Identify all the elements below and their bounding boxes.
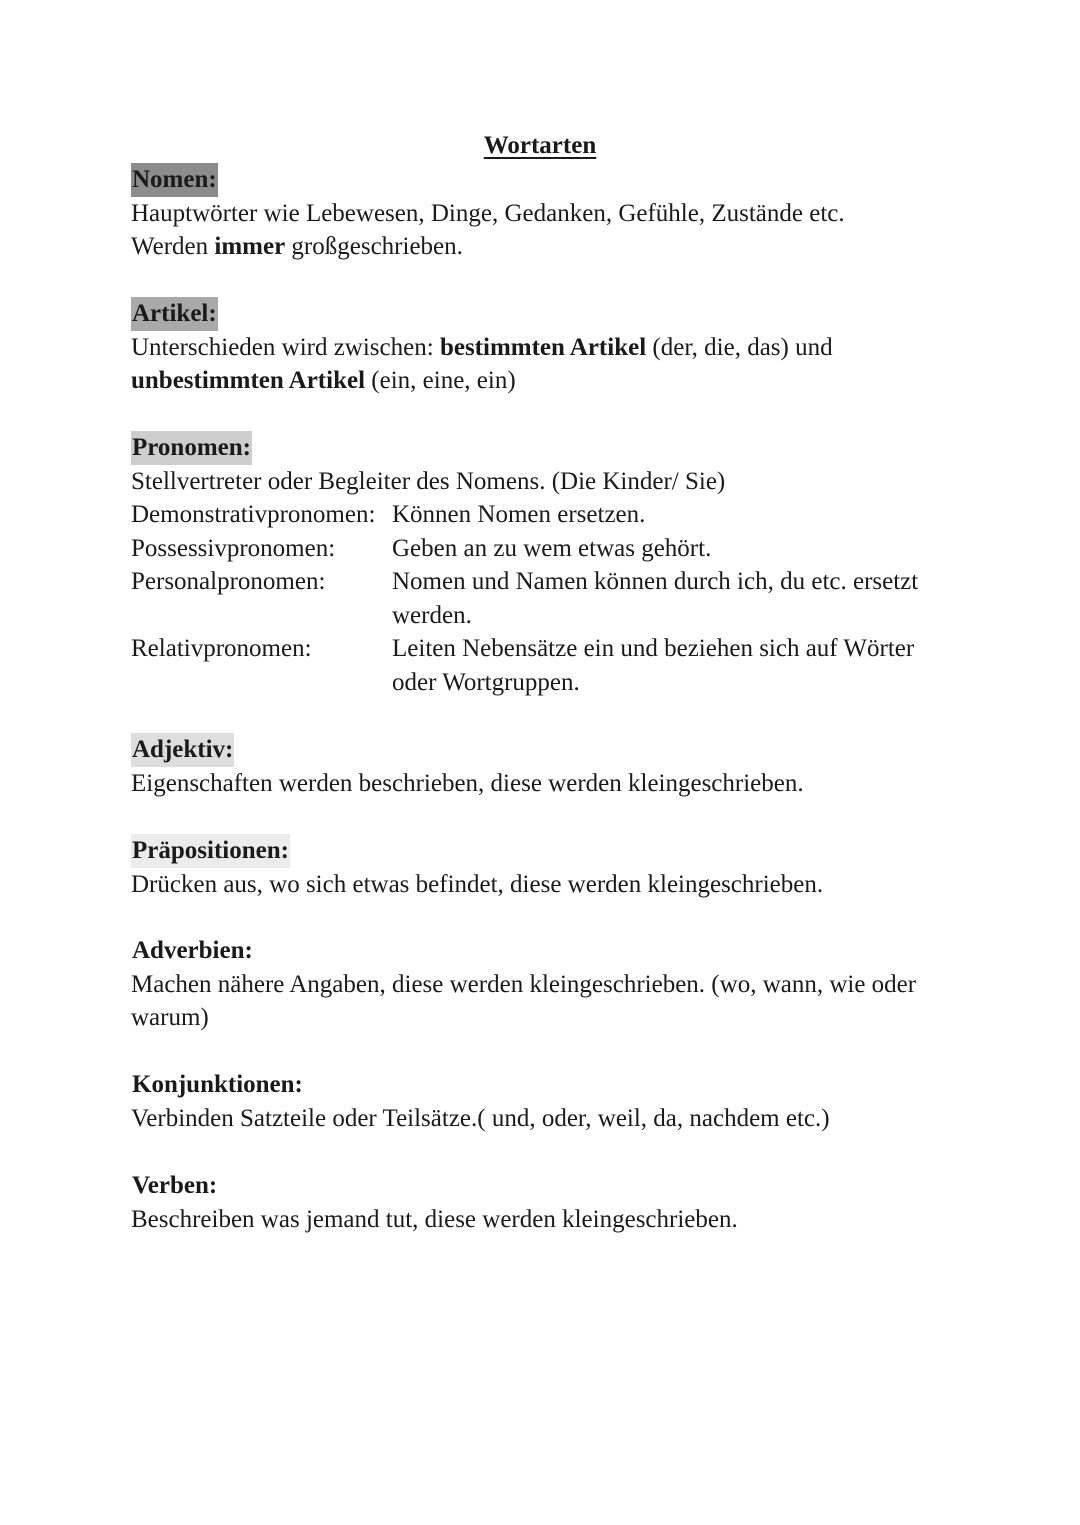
heading-praepositionen: Präpositionen:: [131, 834, 290, 868]
section-konjunktionen: [131, 1068, 951, 1135]
pronomen-desc: Geben an zu wem etwas gehört.: [392, 534, 712, 562]
adverbien-text: Machen nähere Angaben, diese werden kleingeschrieben. (wo, wann, wie oder warum): [131, 970, 917, 1031]
section-adverbien: [131, 934, 951, 1035]
nomen-line-2-post: großgeschrieben.: [285, 233, 463, 260]
pronomen-term: Relativpronomen:: [131, 635, 312, 662]
verben-text: Beschreiben was jemand tut, diese werden kleingeschrieben.: [131, 1205, 738, 1233]
pronomen-row: [131, 532, 951, 566]
pronomen-row: [131, 632, 951, 699]
artikel-unbestimmt: unbestimmten Artikel: [131, 367, 366, 394]
artikel-bestimmt: bestimmten Artikel: [439, 333, 647, 361]
nomen-line-1: Hauptwörter wie Lebewesen, Dinge, Gedanken, Gefühle, Zustände etc.: [131, 199, 845, 227]
heading-verben: Verben:: [132, 1172, 218, 1199]
artikel-line-1-pre: Unterschieden wird zwischen:: [131, 333, 440, 361]
artikel-line-2-post: (ein, eine, ein): [365, 367, 516, 394]
section-praepositionen: [131, 834, 951, 901]
section-verben: [131, 1169, 951, 1236]
heading-nomen: Nomen:: [131, 163, 218, 197]
section-adjektiv: [131, 733, 951, 800]
heading-adverbien: Adverbien:: [132, 937, 253, 964]
section-artikel: [131, 297, 951, 398]
artikel-line-2: [131, 364, 951, 398]
nomen-emphasis: immer: [214, 233, 286, 260]
konjunktionen-text: Verbinden Satzteile oder Teilsätze.( und, oder, weil, da, nachdem etc.): [131, 1104, 830, 1132]
pronomen-term: Personalpronomen:: [131, 568, 326, 595]
artikel-line-1-post: (der, die, das) und: [646, 333, 833, 361]
section-nomen: [131, 163, 951, 264]
heading-pronomen: Pronomen:: [131, 431, 252, 465]
pronomen-desc: Können Nomen ersetzen.: [392, 501, 646, 528]
nomen-line-2: [131, 230, 951, 264]
heading-konjunktionen: Konjunktionen:: [132, 1071, 303, 1098]
pronomen-row: [131, 498, 951, 532]
pronomen-term: Demonstrativpronomen:: [131, 501, 376, 528]
document-title: Wortarten: [483, 132, 597, 159]
pronomen-term: Possessivpronomen:: [131, 534, 336, 562]
nomen-line-2-pre: Werden: [131, 233, 215, 260]
adjektiv-text: Eigenschaften werden beschrieben, diese werden kleingeschrieben.: [131, 769, 804, 797]
praepositionen-text: Drücken aus, wo sich etwas befindet, diese werden kleingeschrieben.: [131, 870, 824, 898]
pronomen-desc: Leiten Nebensätze ein und beziehen sich auf Wörter oder Wortgruppen.: [392, 635, 915, 696]
section-pronomen: [131, 431, 951, 699]
artikel-line-1: [131, 331, 951, 365]
heading-adjektiv: Adjektiv:: [131, 733, 234, 767]
pronomen-intro: Stellvertreter oder Begleiter des Nomens. (Die Kinder/ Sie): [131, 467, 726, 495]
heading-artikel: Artikel:: [131, 297, 218, 331]
pronomen-row: [131, 565, 951, 632]
pronomen-desc: Nomen und Namen können durch ich, du etc. ersetzt werden.: [392, 568, 919, 629]
